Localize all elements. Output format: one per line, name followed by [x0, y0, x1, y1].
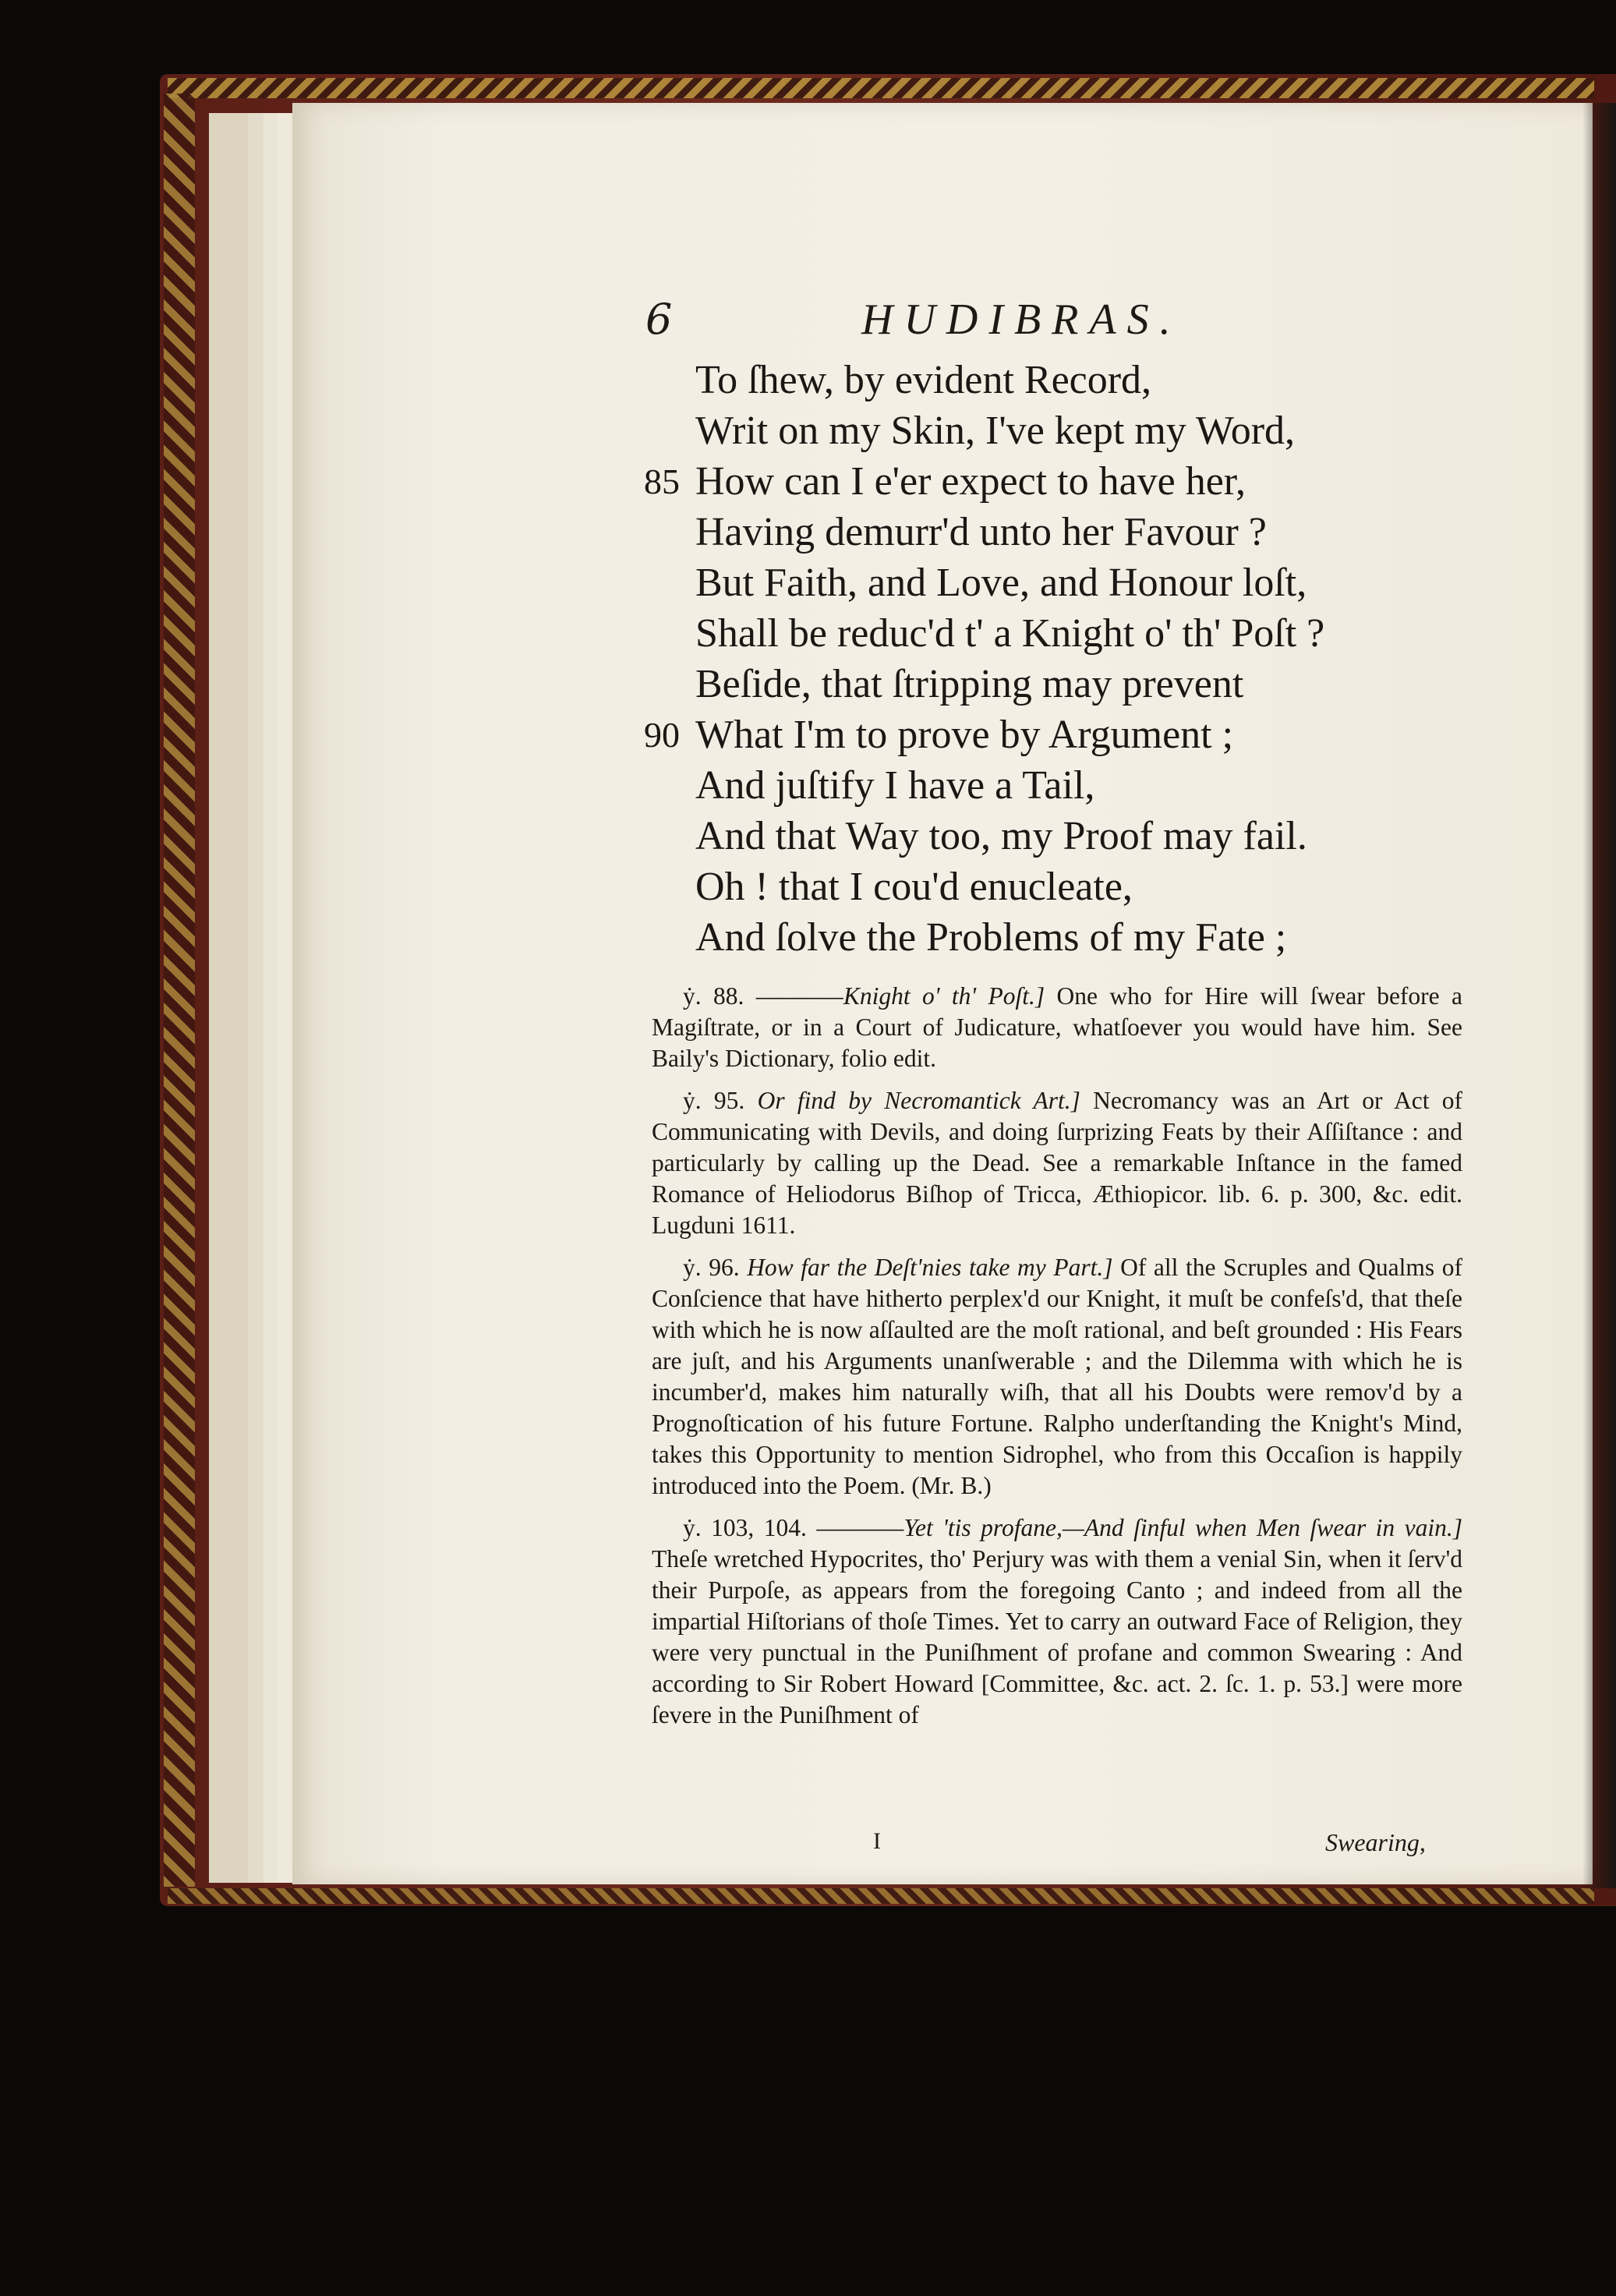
gilt-border-left	[164, 94, 195, 1887]
footnote-lemma: ————Knight o' th' Poſt.]	[755, 982, 1045, 1010]
footnote-lemma: How far the Deſt'nies take my Part.]	[747, 1254, 1113, 1281]
verse-line: Having demurr'd unto her Favour ?	[695, 510, 1267, 554]
verse-line: But Faith, and Love, and Honour loſt,	[695, 561, 1307, 605]
verse-line: Beſide, that ſtripping may prevent	[695, 662, 1244, 706]
verse-line: Shall be reduc'd t' a Knight o' th' Poſt ?	[695, 611, 1325, 656]
page-gutter-shadow	[1582, 103, 1616, 1888]
verse-line: What I'm to prove by Argument ;	[695, 713, 1234, 757]
gilt-border-top	[168, 78, 1594, 98]
verse-line: And juſtify I have a Tail,	[695, 763, 1095, 808]
footnote	[652, 1512, 1462, 1731]
footnote	[652, 981, 1462, 1074]
verse-line-number: 90	[644, 715, 680, 755]
signature-mark: I	[873, 1828, 881, 1854]
footnote	[652, 1085, 1462, 1241]
verse-line: And that Way too, my Proof may fail.	[695, 814, 1307, 858]
footnote-ref: ẏ. 88.	[683, 982, 744, 1010]
verse-line: Writ on my Skin, I've kept my Word,	[695, 409, 1296, 453]
verse-line: How can I e'er expect to have her,	[695, 459, 1246, 504]
footnote-text: One who for Hire will ſwear before a Magiſtrate, or in a Court of Judicature, whatſoever you would have him. See Baily's Dictionary, folio edit.	[652, 982, 1463, 1072]
footnote-ref: ẏ. 103, 104.	[683, 1514, 807, 1541]
catchword: Swearing,	[1325, 1828, 1426, 1856]
verse-line: And ſolve the Problems of my Fate ;	[695, 915, 1287, 960]
running-head: HUDIBRAS.	[861, 295, 1182, 344]
footnote-ref: ẏ. 96.	[683, 1254, 740, 1281]
footnotes	[652, 981, 1462, 1742]
footnote-ref: ẏ. 95.	[683, 1087, 745, 1114]
gilt-border-bottom	[168, 1888, 1594, 1904]
footnote-lemma: Or find by Necromantick Art.]	[757, 1087, 1080, 1114]
footnote-lemma: ————Yet 'tis profane,—And ſinful when Men ſwear in vain.]	[816, 1514, 1463, 1541]
page-header	[0, 295, 1616, 357]
verse-line: Oh ! that I cou'd enucleate,	[695, 865, 1133, 909]
footnote	[652, 1252, 1462, 1502]
footnote-text: Theſe wretched Hypocrites, tho' Perjury was with them a venial Sin, when it ſerv'd their Purpoſe, as appears from the foregoing Canto ; and indeed from all the impartial Hiſtorians of thoſe Times. Yet to carry an outward Face of Religion, they were very punctual in the Puniſhment of profane and common Swearing : And according to Sir Robert Howard [Committee, &c. act. 2. ſc. 1. p. 53.] were more ſevere in the Puniſhment of	[652, 1545, 1462, 1728]
footnote-text: Of all the Scruples and Qualms of Conſcience that have hitherto perplex'd our Knight, it muſt be confeſs'd, that theſe with which he is now aſſaulted are the moſt rational, and beſt grounded : His Fears are juſt, and his Arguments unanſwerable ; and the Dilemma with which he is incumber'd, makes him naturally wiſh, that all his Doubts were remov'd by a Prognoſtication of his future Fortune. Ralpho underſtanding the Knight's Mind, takes this Opportunity to mention Sidrophel, who from this Occaſion is happily introduced into the Poem. (Mr. B.)	[652, 1254, 1463, 1499]
verse-line: To ſhew, by evident Record,	[695, 358, 1152, 402]
page-number: 6	[645, 295, 673, 344]
verse-line-number: 85	[644, 462, 680, 501]
footnote-text: Necromancy was an Art or Act of Communicating with Devils, and doing ſurprizing Feats by their Aſſiſtance : and particularly by calling up the Dead. See a remarkable Inſtance in the famed Romance of Heliodorus Biſhop of Tricca, Æthiopicor. lib. 6. p. 300, &c. edit. Lugduni 1611.	[652, 1087, 1463, 1239]
